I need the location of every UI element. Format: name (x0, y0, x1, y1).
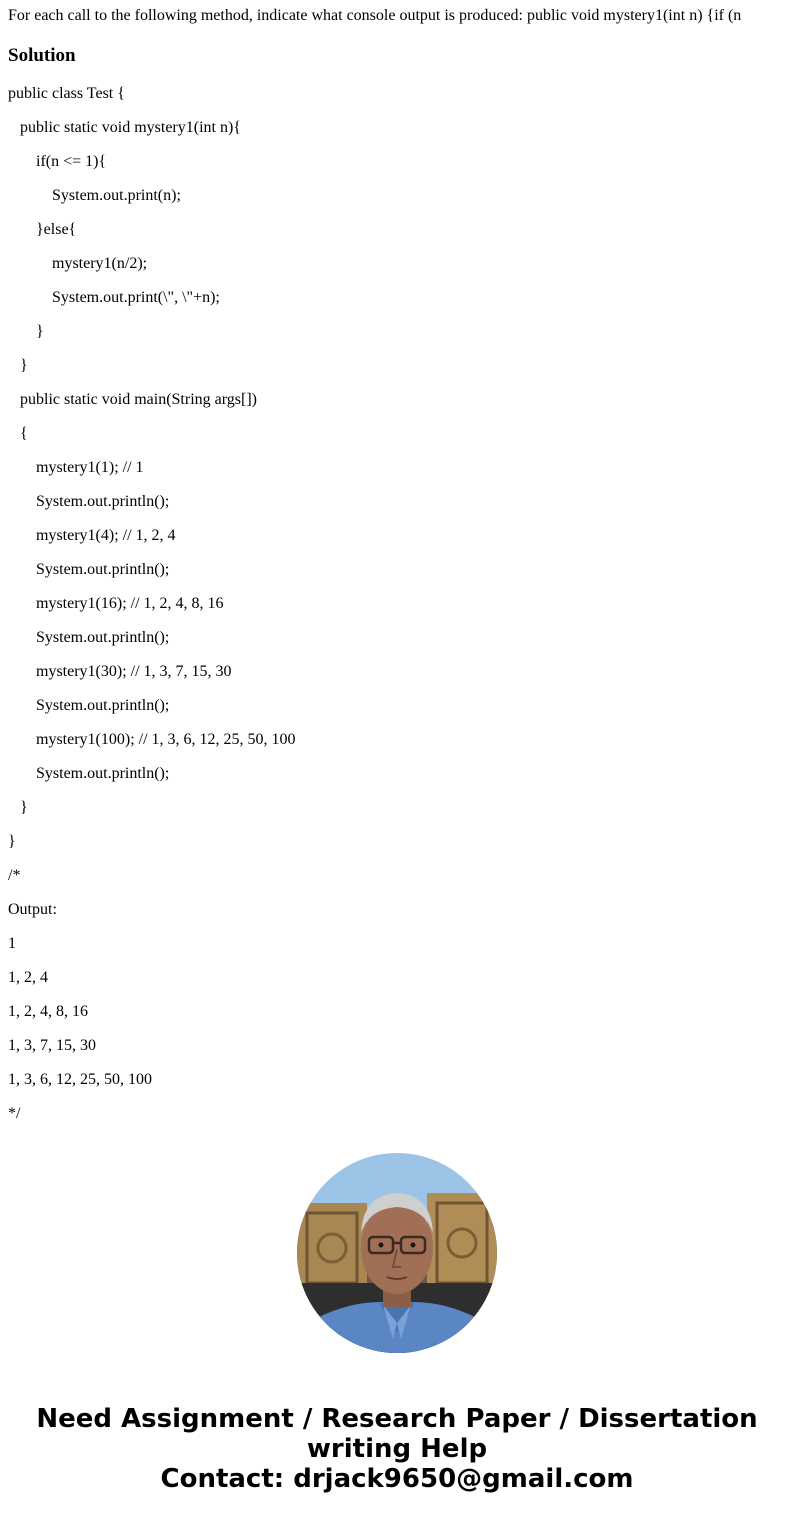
code-line: System.out.println(); (8, 629, 170, 646)
code-line: /* (8, 867, 21, 884)
output-line: 1, 3, 6, 12, 25, 50, 100 (8, 1071, 152, 1088)
code-line: public class Test { (8, 85, 125, 102)
code-line: System.out.println(); (8, 765, 170, 782)
code-line: mystery1(16); // 1, 2, 4, 8, 16 (8, 595, 224, 612)
code-line: System.out.println(); (8, 697, 170, 714)
code-line: } (8, 357, 28, 374)
code-line: */ (8, 1105, 21, 1122)
code-line: public static void mystery1(int n){ (8, 119, 241, 136)
output-line: 1, 2, 4, 8, 16 (8, 1003, 88, 1020)
cta-contact-line: Contact: drjack9650@gmail.com (160, 1464, 634, 1494)
code-line: mystery1(1); // 1 (8, 459, 144, 476)
cta-line-2: writing Help (306, 1434, 488, 1464)
code-line: } (8, 323, 44, 340)
question-text: For each call to the following method, indicate what console output is produced: public void mystery1(int n) {if (n (8, 7, 742, 24)
code-line: System.out.println(); (8, 561, 170, 578)
author-avatar (297, 1153, 497, 1353)
output-label: Output: (8, 901, 57, 918)
output-line: 1, 2, 4 (8, 969, 48, 986)
code-line: System.out.print(n); (8, 187, 181, 204)
cta-line-1: Need Assignment / Research Paper / Dissertation (36, 1404, 758, 1434)
code-line: } (8, 799, 28, 816)
output-line: 1 (8, 935, 16, 952)
code-line: mystery1(4); // 1, 2, 4 (8, 527, 176, 544)
code-line: System.out.println(); (8, 493, 170, 510)
code-line: mystery1(100); // 1, 3, 6, 12, 25, 50, 100 (8, 731, 296, 748)
solution-heading: Solution (8, 45, 76, 66)
code-line: } (8, 833, 16, 850)
code-line: public static void main(String args[]) (8, 391, 257, 408)
output-line: 1, 3, 7, 15, 30 (8, 1037, 96, 1054)
code-line: }else{ (8, 221, 77, 238)
solution-code-block (8, 84, 788, 1138)
code-line: mystery1(30); // 1, 3, 7, 15, 30 (8, 663, 232, 680)
code-line: if(n <= 1){ (8, 153, 107, 170)
code-line: System.out.print(\", \"+n); (8, 289, 220, 306)
code-line: mystery1(n/2); (8, 255, 148, 272)
code-line: { (8, 425, 28, 442)
contact-banner (0, 1404, 794, 1494)
